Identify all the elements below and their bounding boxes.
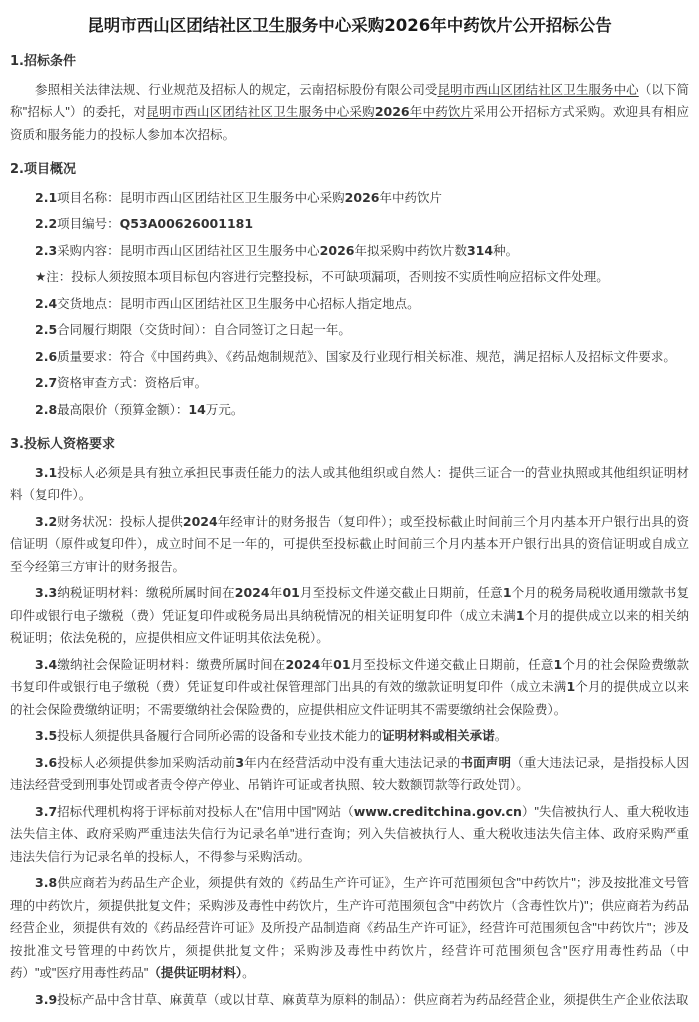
latin-text: 2.6 — [35, 348, 58, 364]
latin-text: 2.2 — [35, 216, 58, 231]
text-run: 3.6投标人必须提供参加采购活动前3年内在经营活动中没有重大违法记录的 — [35, 754, 461, 770]
text-run: 2.4交货地点：昆明市西山区团结社区卫生服务中心招标人指定地点。 — [35, 295, 420, 311]
text-run: 3.3纳税证明材料：缴税所属时间在2024年01月至投标文件递交截止日期前，任意1个月的税务局税收通用缴款书复印件或银行电子缴税（费）凭证复印件或税务局出具纳税情况的相关证明复印件（成立未满1个月的提供成立以来的相关纳税证明；依法免税的，应提供相应文件证明其依法免税）。 — [10, 585, 689, 645]
paragraph — [10, 511, 689, 579]
latin-text: 1. — [10, 54, 24, 69]
text-run: 2.8最高限价（预算金额）：14万元。 — [35, 401, 244, 417]
latin-text: 2.3 — [35, 242, 58, 258]
paragraph — [10, 213, 689, 236]
text-run: 3.8供应商若为药品生产企业，须提供有效的《药品生产许可证》，生产许可范围须包含"中药饮片"；涉及按批准文号管理的中药饮片，须提供批复文件；采购涉及毒性中药饮片，生产许可范围须包含"中药饮片（含毒性饮片)"；供应商若为药品经营企业，须提供有效的《药品经营许可证》及所投产品制造商《药品生产许可证》，经营许可范围须包含"中药饮片"；涉及按批准文号管理的中药饮片，须提供批复文件；采购涉及毒性中药饮片，经营许可范围须包含"医疗用毒性药品（中药）"或"医疗用毒性药品" — [10, 875, 689, 980]
text-run: 参照相关法律法规、行业规范及招标人的规定，云南招标股份有限公司受 — [35, 82, 438, 97]
text-run: 2.7资格审查方式：资格后审。 — [35, 375, 208, 390]
paragraph — [10, 293, 689, 316]
document-body — [10, 50, 689, 1011]
text-run: 3.7招标代理机构将于评标前对投标人在"信用中国"网站（www.creditchina.gov.cn）"失信被执行人、重大税收违法失信主体、政府采购严重违法失信行为记录名单"进行查询；列入失信被执行人、重大税收违法失信主体、政府采购严重违法失信行为记录名单的投标人，不得参与采购活动。 — [10, 803, 689, 864]
latin-text: 314 — [466, 242, 494, 258]
latin-text: 3.5 — [35, 728, 58, 743]
text-run: （以下简称"招标人"）的委托，对 — [10, 82, 689, 119]
latin-text: 3 — [235, 754, 245, 770]
text-run: 3.2财务状况：投标人提供2024年经审计的财务报告（复印件）；或至投标截止时间前三个月内基本开户银行出具的资信证明（原件或复印件），成立时间不足一年的，可提供至投标截止时间前三个月内基本开户银行出具的资信证明或自成立至今经第三方审计的财务报告。 — [10, 513, 689, 574]
latin-text: 1 — [502, 585, 512, 600]
text-run: （重大违法记录，是指投标人因违法经营受到刑事处罚或者责令停产停业、吊销许可证或者执照、较大数额罚款等行政处罚）。 — [10, 755, 689, 792]
text-run: 证明材料或相关承诺 — [382, 729, 495, 743]
latin-text: 3.1 — [35, 464, 58, 480]
text-run: （提供证明材料） — [148, 966, 243, 980]
paragraph — [10, 654, 689, 722]
text-run: 。 — [242, 966, 255, 980]
latin-text: 3.3 — [35, 585, 58, 600]
latin-text: 1 — [515, 607, 525, 623]
latin-text: 2024 — [234, 585, 270, 600]
paragraph — [10, 372, 689, 395]
text-run: 。 — [494, 729, 508, 743]
latin-text: 3.7 — [35, 803, 58, 819]
text-run: 3.4缴纳社会保险证明材料：缴费所属时间在2024年01月至投标文件递交截止日期前，任意1个月的社会保险费缴款书复印件或银行电子缴税（费）凭证复印件或社保管理部门出具的有效的缴款证明复印件（成立未满1个月的提供成立以来的社会保险费缴纳证明；不需要缴纳社会保险费的，应提供相应文件证明其不需要缴纳社会保险费）。 — [10, 656, 689, 717]
paragraph — [10, 872, 689, 985]
latin-text: 2026 — [374, 104, 410, 119]
text-run: 3.9投标产品中含甘草、麻黄草（或以甘草、麻黄草为原料的制品）：供应商若为药品经营企业，须提供生产企业依法取 — [35, 991, 689, 1007]
latin-text: 3. — [10, 437, 24, 452]
latin-text: 01 — [282, 585, 300, 600]
latin-text: 2.1 — [35, 189, 58, 205]
text-run: 3.1投标人必须是具有独立承担民事责任能力的法人或其他组织或自然人：提供三证合一的营业执照或其他组织证明材料（复印件）。 — [10, 464, 689, 502]
paragraph — [10, 79, 689, 147]
paragraph — [10, 989, 689, 1012]
latin-text: 3.9 — [35, 991, 58, 1007]
text-run: 2.6质量要求：符合《中国药典》、《药品炮制规范》、国家及行业现行相关标准、规范，满足招标人及招标文件要求。 — [35, 348, 676, 364]
paragraph — [10, 266, 689, 289]
text-run: 采用公开招标方式采购。欢迎具有相应资质和服务能力的投标人参加本次招标。 — [10, 105, 689, 142]
text-run: 昆明市西山区团结社区卫生服务中心 — [437, 82, 639, 97]
latin-text: 3.2 — [35, 513, 58, 529]
paragraph — [10, 399, 689, 422]
text-run: 2.2项目编号：Q53A00626001181 — [35, 216, 254, 231]
latin-text: 3.4 — [35, 656, 58, 672]
text-run: 2.5合同履行期限（交货时间）：自合同签订之日起一年。 — [35, 322, 351, 337]
paragraph — [10, 801, 689, 869]
section-heading-2: 2.项目概况 — [10, 161, 76, 177]
latin-text: 2.7 — [35, 375, 58, 390]
paragraph — [10, 187, 689, 210]
latin-text: 01 — [333, 656, 351, 672]
latin-text: 2.4 — [35, 295, 58, 311]
paragraph — [10, 346, 689, 369]
section-heading-3: 3.投标人资格要求 — [10, 436, 115, 452]
latin-text: 1 — [553, 656, 563, 672]
latin-text: 2024 — [285, 656, 321, 672]
paragraph — [10, 240, 689, 263]
text-run: 3.5投标人须提供具备履行合同所必需的设备和专业技术能力的 — [35, 728, 383, 743]
paragraph — [10, 725, 689, 748]
latin-text: 1 — [566, 679, 576, 694]
text-run: ★注：投标人须按照本项目标包内容进行完整投标，不可缺项漏项，否则按不实质性响应招标文件处理。 — [35, 270, 609, 284]
latin-text: www.creditchina.gov.cn — [353, 803, 522, 819]
latin-text: 14 — [188, 401, 206, 417]
text-run: 昆明市西山区团结社区卫生服务中心采购2026年中药饮片 — [146, 104, 474, 119]
latin-text: 2. — [10, 162, 24, 177]
text-run: 书面声明 — [460, 755, 512, 770]
latin-text: Q53A00626001181 — [119, 216, 254, 231]
text-run: 2.3采购内容：昆明市西山区团结社区卫生服务中心2026年拟采购中药饮片数314种。 — [35, 242, 519, 258]
latin-text: 3.8 — [35, 875, 58, 890]
latin-text: 2.5 — [35, 322, 58, 337]
latin-text: 2026 — [319, 242, 355, 258]
section-heading-1: 1.招标条件 — [10, 53, 76, 69]
latin-text: 2024 — [182, 513, 218, 529]
text-run: 2.1项目名称：昆明市西山区团结社区卫生服务中心采购2026年中药饮片 — [35, 189, 442, 205]
latin-text: 2026 — [344, 189, 380, 205]
paragraph — [10, 319, 689, 342]
latin-text: 2.8 — [35, 401, 58, 417]
paragraph — [10, 752, 689, 797]
latin-text: 3.6 — [35, 754, 58, 770]
paragraph — [10, 582, 689, 650]
document-title: 昆明市西山区团结社区卫生服务中心采购2026年中药饮片公开招标公告 — [87, 16, 612, 35]
latin-text: 2026 — [384, 16, 431, 35]
paragraph — [10, 462, 689, 507]
